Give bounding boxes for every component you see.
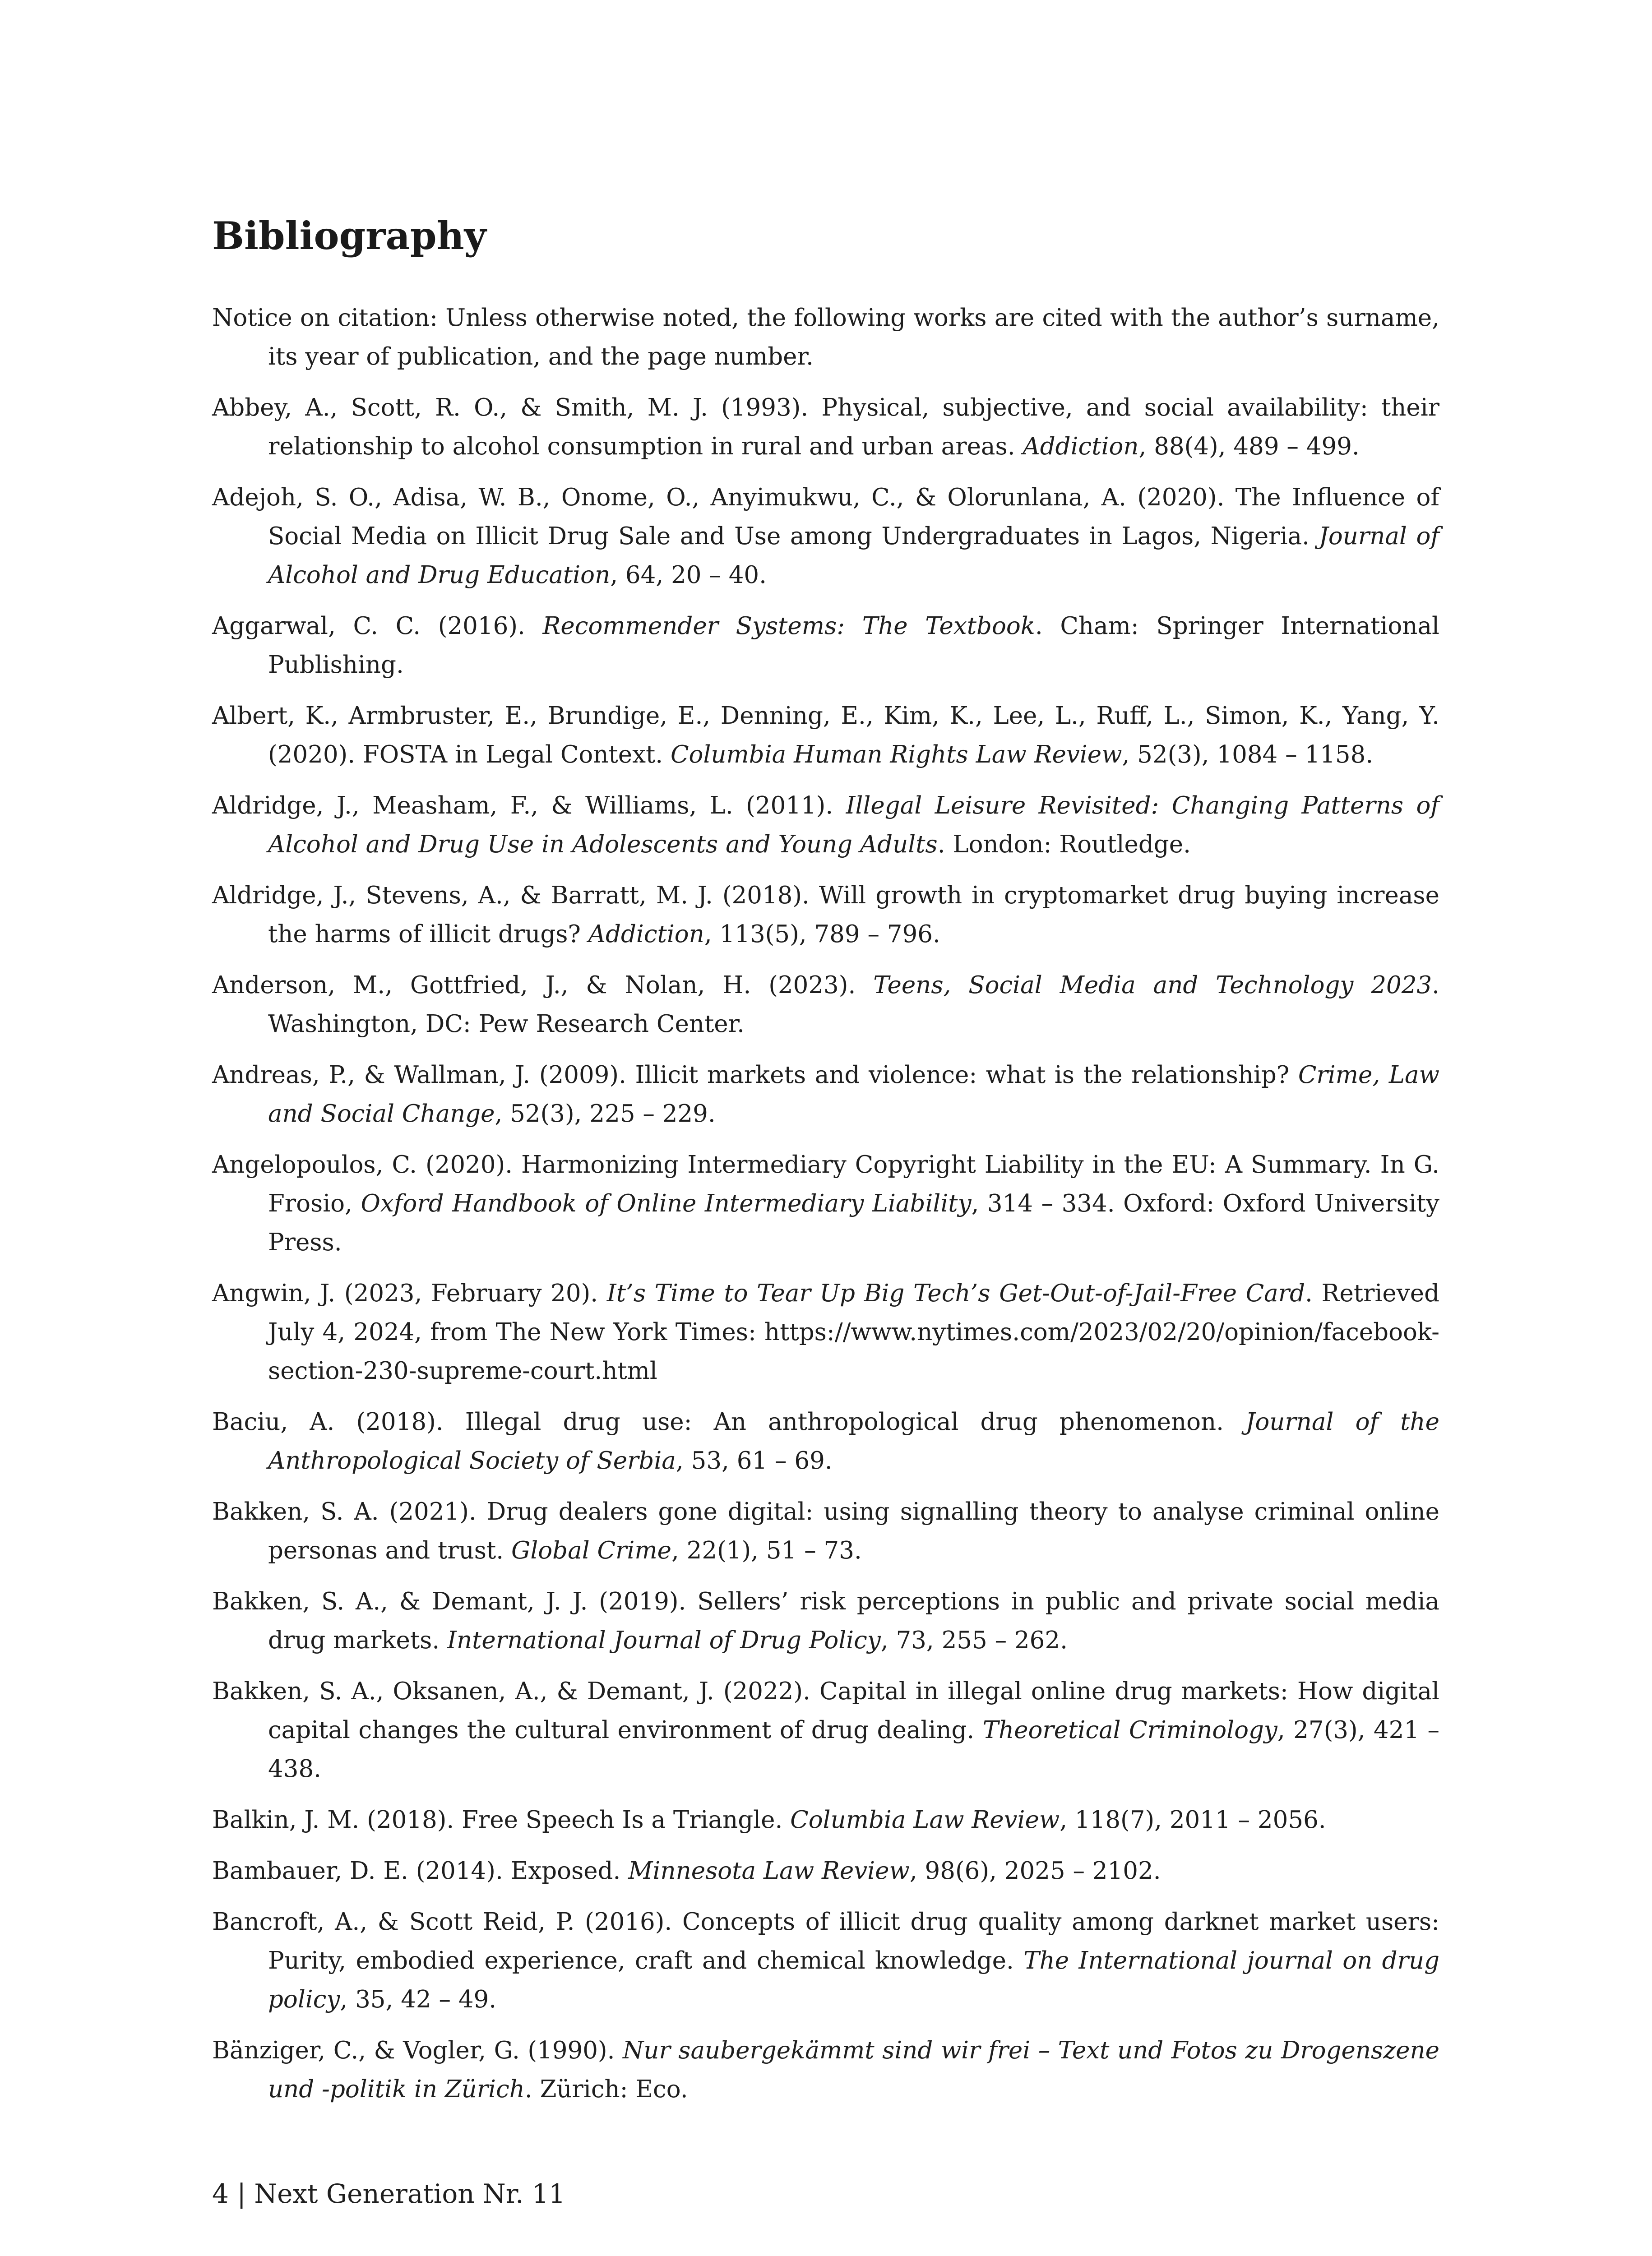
bibliography-entry (212, 1903, 1439, 2019)
entry-details: . Zürich: Eco. (524, 2076, 688, 2103)
entry-details: , 118(7), 2011 – 2056. (1060, 1806, 1326, 1834)
bibliography-entry (212, 1056, 1439, 1133)
entry-source-title: Oxford Handbook of Online Intermediary Liability (361, 1190, 972, 1217)
entry-text: Aldridge, J., Stevens, A., & Barratt, M. J. (2018). Will growth in cryptomarket drug buying increase the harms of illicit drugs? (212, 882, 1439, 948)
bibliography-entry (212, 478, 1439, 595)
bibliography-entry (212, 966, 1439, 1044)
entry-details: , 314 – 334. Oxford: Oxford University Press. (268, 1190, 1440, 1256)
entry-details: , 98(6), 2025 – 2102. (909, 1857, 1161, 1885)
entry-text: Bakken, S. A. (2021). Drug dealers gone digital: using signalling theory to analyse criminal online personas and trust. (212, 1498, 1439, 1564)
bibliography-entry (212, 1403, 1439, 1480)
bibliography-entry (212, 1672, 1439, 1789)
entry-source-title: It’s Time to Tear Up Big Tech’s Get-Out-of-Jail-Free Card (606, 1280, 1305, 1307)
entry-text: Balkin, J. M. (2018). Free Speech Is a Triangle. (212, 1806, 791, 1834)
entry-text: Angelopoulos, C. (2020). Harmonizing Intermediary Copyright Liability in the EU: A Summary. In G. Frosio, (212, 1151, 1439, 1217)
bibliography-entry (212, 876, 1439, 954)
bibliography-entry (212, 1493, 1439, 1570)
entry-source-title: Recommender Systems: The Textbook (542, 612, 1035, 640)
bibliography-list (212, 299, 1439, 2121)
entry-details: . Washington, DC: Pew Research Center. (268, 971, 1440, 1038)
entry-source-title: Columbia Law Review (790, 1806, 1060, 1834)
entry-details: , 52(3), 225 – 229. (495, 1100, 716, 1128)
entry-text: Bancroft, A., & Scott Reid, P. (2016). Concepts of illicit drug quality among darknet market users: Purity, embodied experience, craft and chemical knowledge. (212, 1908, 1439, 1974)
entry-text: Notice on citation: Unless otherwise noted, the following works are cited with the author’s surname, its year of publication, and the page number. (212, 304, 1439, 370)
entry-text: Aldridge, J., Measham, F., & Williams, L. (2011). (212, 792, 846, 819)
bibliography-entry (212, 299, 1439, 376)
entry-source-title: Crime, Law and Social Change (268, 1061, 1439, 1128)
entry-text: Bänziger, C., & Vogler, G. (1990). (212, 2037, 623, 2064)
entry-text: Albert, K., Armbruster, E., Brundige, E., Denning, E., Kim, K., Lee, L., Ruff, L., Simon, K., Yang, Y. (2020). FOSTA in Legal Context. (212, 702, 1439, 768)
entry-source-title: Teens, Social Media and Technology 2023 (873, 971, 1432, 999)
page-footer: 4 | Next Generation Nr. 11 (212, 2178, 565, 2209)
entry-text: Aggarwal, C. C. (2016). (212, 612, 543, 640)
bibliography-entry (212, 786, 1439, 864)
entry-text: Bakken, S. A., & Demant, J. J. (2019). Sellers’ risk perceptions in public and private social media drug markets. (212, 1588, 1439, 1654)
entry-source-title: Columbia Human Rights Law Review (671, 741, 1122, 768)
entry-text: Andreas, P., & Wallman, J. (2009). Illicit markets and violence: what is the relationship? (212, 1061, 1298, 1089)
bibliography-entry (212, 1852, 1439, 1891)
entry-details: , 64, 20 – 40. (610, 561, 767, 589)
entry-details: , 73, 255 – 262. (880, 1627, 1068, 1654)
entry-details: , 88(4), 489 – 499. (1138, 433, 1360, 460)
bibliography-entry (212, 1801, 1439, 1840)
entry-details: , 53, 61 – 69. (676, 1447, 833, 1475)
entry-source-title: Minnesota Law Review (628, 1857, 910, 1885)
entry-source-title: Journal of the Anthropological Society of Serbia (268, 1408, 1439, 1475)
bibliography-entry (212, 607, 1439, 684)
entry-source-title: Illegal Leisure Revisited: Changing Patterns of Alcohol and Drug Use in Adolescents and Young Adults (268, 792, 1439, 858)
entry-text: Bakken, S. A., Oksanen, A., & Demant, J. (2022). Capital in illegal online drug markets: How digital capital changes the cultural environment of drug dealing. (212, 1678, 1439, 1744)
entry-source-title: Global Crime (511, 1537, 671, 1564)
entry-details: , 113(5), 789 – 796. (704, 920, 940, 948)
entry-text: Anderson, M., Gottfried, J., & Nolan, H. (2023). (212, 971, 874, 999)
entry-source-title: Addiction (588, 920, 704, 948)
bibliography-entry (212, 388, 1439, 466)
bibliography-entry (212, 1146, 1439, 1262)
entry-text: Angwin, J. (2023, February 20). (212, 1280, 607, 1307)
entry-details: , 22(1), 51 – 73. (671, 1537, 862, 1564)
entry-text: Adejoh, S. O., Adisa, W. B., Onome, O., Anyimukwu, C., & Olorunlana, A. (2020). The Influence of Social Media on Illicit Drug Sale and Use among Undergraduates in Lagos, Nigeria. (212, 484, 1439, 550)
page-title: Bibliography (212, 213, 486, 258)
entry-text: Baciu, A. (2018). Illegal drug use: An anthropological drug phenomenon. (212, 1408, 1246, 1436)
entry-text: Bambauer, D. E. (2014). Exposed. (212, 1857, 629, 1885)
entry-details: , 52(3), 1084 – 1158. (1122, 741, 1374, 768)
entry-source-title: International Journal of Drug Policy (447, 1627, 881, 1654)
bibliography-entry (212, 697, 1439, 774)
entry-details: , 35, 42 – 49. (340, 1986, 497, 2013)
bibliography-entry (212, 1274, 1439, 1391)
entry-source-title: The International journal on drug policy (268, 1947, 1440, 2013)
entry-source-title: Theoretical Criminology (982, 1716, 1277, 1744)
entry-details: . Cham: Springer International Publishing. (268, 612, 1439, 679)
entry-details: . London: Routledge. (937, 831, 1191, 858)
entry-source-title: Addiction (1023, 433, 1139, 460)
entry-text: Abbey, A., Scott, R. O., & Smith, M. J. (1993). Physical, subjective, and social availability: their relationship to alcohol consumption in rural and urban areas. (212, 394, 1439, 460)
bibliography-entry (212, 1582, 1439, 1660)
entry-source-title: Journal of Alcohol and Drug Education (268, 522, 1439, 589)
bibliography-entry (212, 2031, 1439, 2109)
entry-details: . Retrieved July 4, 2024, from The New York Times: https://www.nytimes.com/2023/02/20/opinion/facebook-section-230-supreme-court.html (268, 1280, 1440, 1385)
entry-source-title: Nur saubergekämmt sind wir frei – Text und Fotos zu Drogenszene und -politik in Zürich (268, 2037, 1439, 2103)
entry-details: , 27(3), 421 – 438. (268, 1716, 1439, 1783)
